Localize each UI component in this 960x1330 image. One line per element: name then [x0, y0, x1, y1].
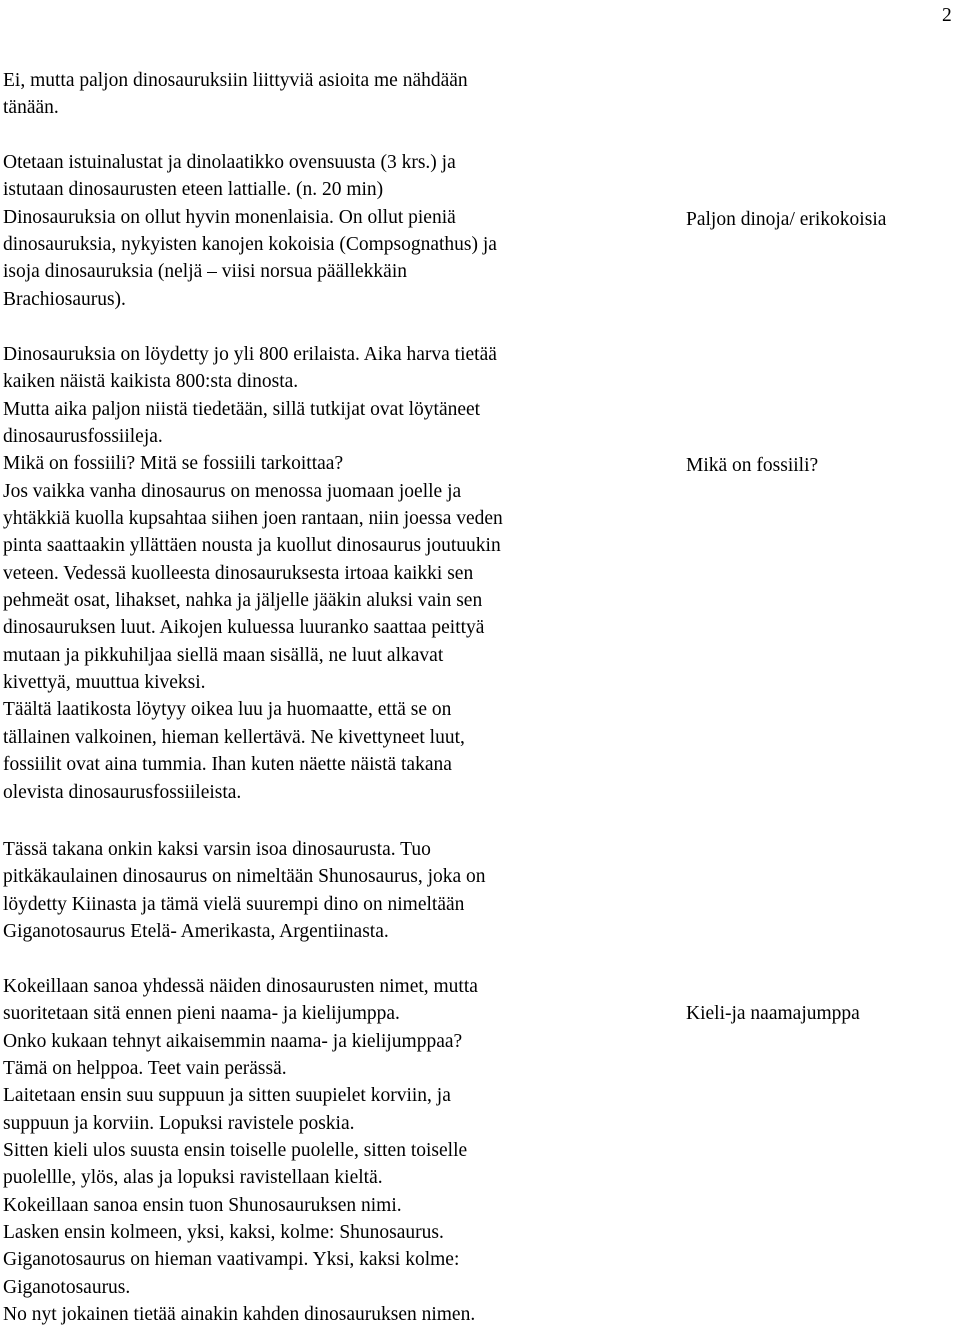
text-line: Kokeillaan sanoa ensin tuon Shunosauruksen nimi.: [3, 1194, 402, 1216]
text-line: fossiilit ovat aina tummia. Ihan kuten näette näistä takana: [3, 754, 452, 776]
text-line: mutaan ja pikkuhiljaa siellä maan sisällä, ne luut alkavat: [3, 644, 444, 666]
text-line: Laitetaan ensin suu suppuun ja sitten suupielet korviin, ja: [3, 1085, 451, 1107]
text-line: pitkäkaulainen dinosaurus on nimeltään Shunosaurus, joka on: [3, 866, 486, 888]
text-line: kaiken näistä kaikista 800:sta dinosta.: [3, 371, 299, 393]
text-line: Giganotosaurus.: [3, 1276, 131, 1298]
text-line: Mikä on fossiili? Mitä se fossiili tarkoittaa?: [3, 453, 344, 475]
text-line: suoritetaan sitä ennen pieni naama- ja kielijumppa.: [3, 1003, 400, 1025]
page-number: 2: [942, 5, 952, 26]
text-line: tällainen valkoinen, hieman kellertävä. Ne kivettyneet luut,: [3, 726, 465, 748]
text-line: No nyt jokainen tietää ainakin kahden dinosauruksen nimen.: [3, 1304, 476, 1326]
paragraph-seating: [3, 149, 643, 313]
text-line: veteen. Vedessä kuolleesta dinosauruksesta irtoaa kaikki sen: [3, 562, 474, 584]
text-line: Giganotosaurus on hieman vaativampi. Yksi, kaksi kolme:: [3, 1249, 460, 1271]
text-line: Lasken ensin kolmeen, yksi, kaksi, kolme: Shunosaurus.: [3, 1222, 444, 1244]
margin-note: Mikä on fossiili?: [686, 455, 819, 476]
text-line: pinta saattaakin yllättäen nousta ja kuollut dinosaurus joutuukin: [3, 535, 501, 557]
paragraph-exercise: [3, 973, 643, 1328]
text-line: Sitten kieli ulos suusta ensin toiselle puolelle, sitten toiselle: [3, 1140, 468, 1162]
text-line: yhtäkkiä kuolla kupsahtaa siihen joen rantaan, niin joessa veden: [3, 508, 503, 530]
text-line: kivettyä, muuttua kiveksi.: [3, 672, 206, 694]
text-line: Ei, mutta paljon dinosauruksiin liittyviä asioita me nähdään: [3, 70, 468, 91]
text-line: Dinosauruksia on löydetty jo yli 800 erilaista. Aika harva tietää: [3, 344, 497, 365]
margin-note: Kieli-ja naamajumppa: [686, 1003, 860, 1024]
text-line: Otetaan istuinalustat ja dinolaatikko ovensuusta (3 krs.) ja: [3, 152, 456, 173]
paragraph-two-dinosaurs: [3, 836, 643, 945]
text-line: istutaan dinosaurusten eteen lattialle. (n. 20 min): [3, 179, 384, 201]
text-line: Tämä on helppoa. Teet vain perässä.: [3, 1058, 287, 1080]
text-line: Täältä laatikosta löytyy oikea luu ja huomaatte, että se on: [3, 699, 452, 721]
text-line: Brachiosaurus).: [3, 288, 126, 310]
text-line: Giganotosaurus Etelä- Amerikasta, Argentiinasta.: [3, 921, 389, 943]
text-line: Onko kukaan tehnyt aikaisemmin naama- ja kielijumppaa?: [3, 1030, 463, 1052]
text-line: Tässä takana onkin kaksi varsin isoa dinosaurusta. Tuo: [3, 839, 431, 860]
text-line: pehmeät osat, lihakset, nahka ja jäljelle jääkin aluksi vain sen: [3, 590, 483, 612]
text-line: tänään.: [3, 97, 59, 119]
text-line: olevista dinosaurusfossiileista.: [3, 781, 242, 803]
paragraph-intro: [3, 67, 643, 122]
text-line: Mutta aika paljon niistä tiedetään, sillä tutkijat ovat löytäneet: [3, 398, 481, 420]
text-line: puolellle, ylös, alas ja lopuksi ravistellaan kieltä.: [3, 1167, 383, 1189]
text-line: isoja dinosauruksia (neljä – viisi norsua päällekkäin: [3, 261, 407, 283]
paragraph-fossils: [3, 341, 643, 806]
margin-note: Paljon dinoja/ erikokoisia: [686, 209, 887, 230]
text-line: Jos vaikka vanha dinosaurus on menossa juomaan joelle ja: [3, 480, 462, 502]
text-line: suppuun ja korviin. Lopuksi ravistele poskia.: [3, 1112, 355, 1134]
text-line: dinosauruksia, nykyisten kanojen kokoisia (Compsognathus) ja: [3, 234, 497, 256]
text-line: Dinosauruksia on ollut hyvin monenlaisia. On ollut pieniä: [3, 206, 456, 228]
text-line: löydetty Kiinasta ja tämä vielä suurempi dino on nimeltään: [3, 893, 465, 915]
text-line: Kokeillaan sanoa yhdessä näiden dinosaurusten nimet, mutta: [3, 976, 478, 997]
text-line: dinosauruksen luut. Aikojen kuluessa luuranko saattaa peittyä: [3, 617, 485, 639]
text-line: dinosaurusfossiileja.: [3, 426, 163, 448]
